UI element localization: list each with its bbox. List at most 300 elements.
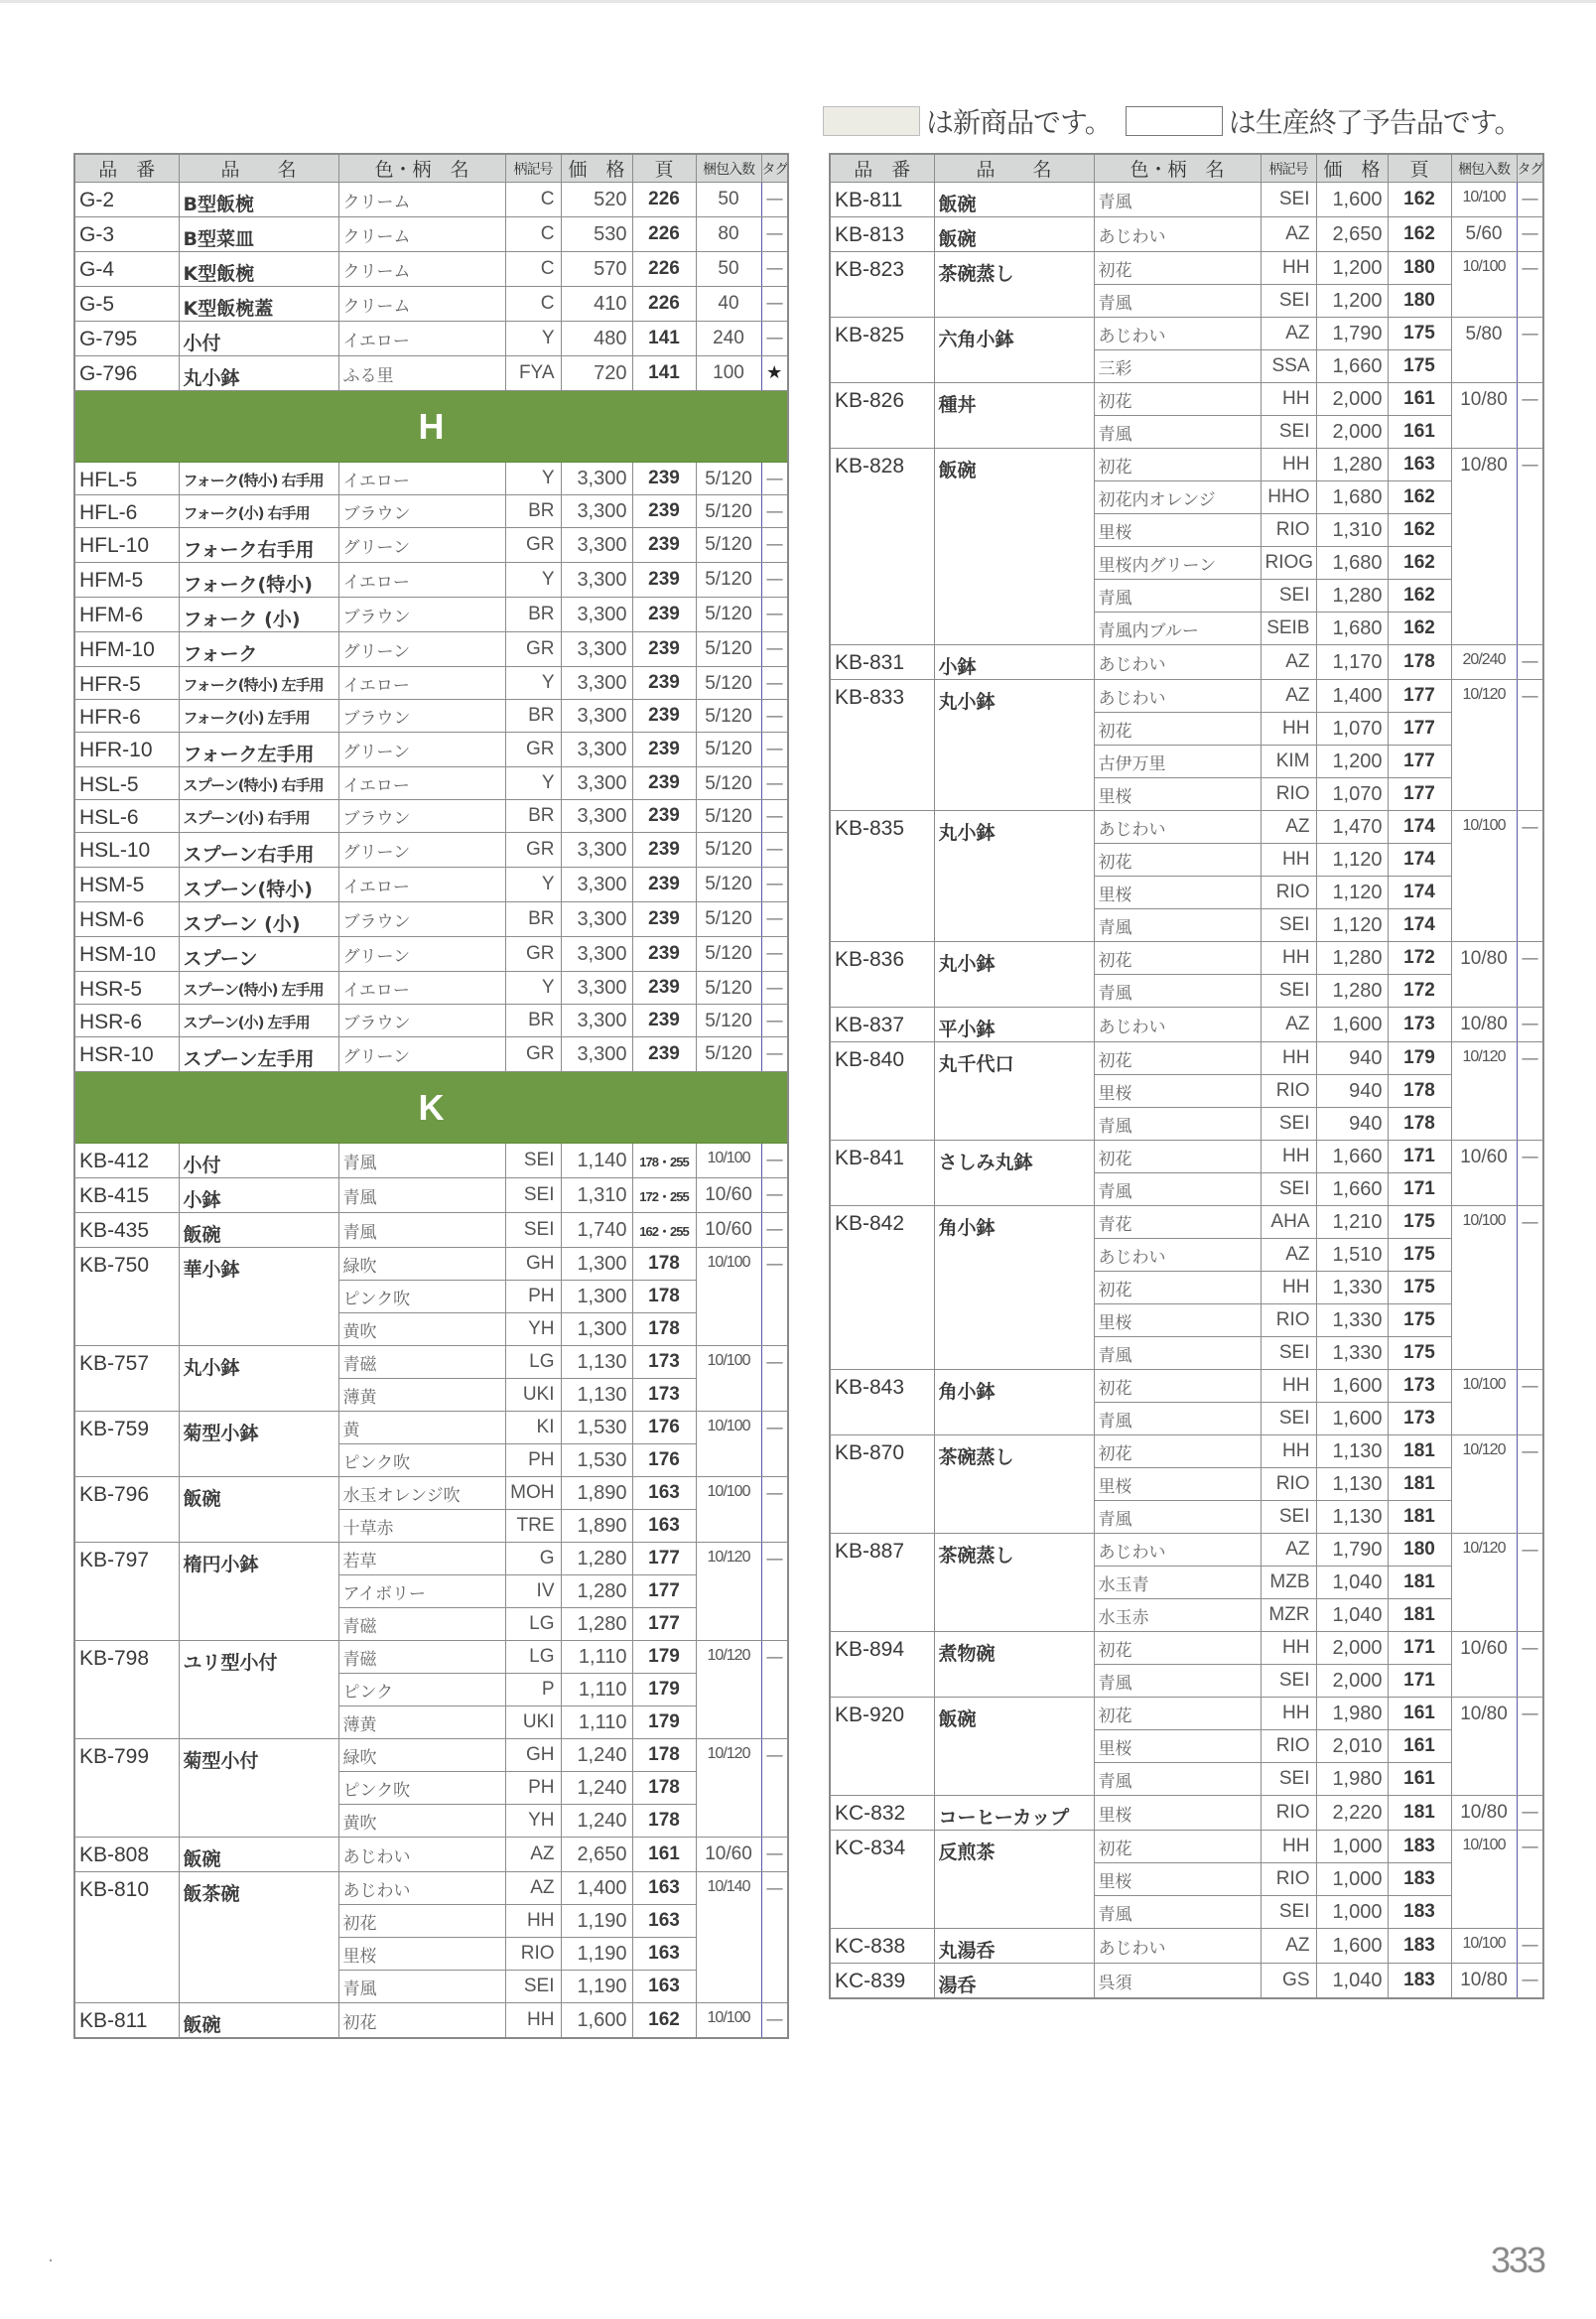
tag-value: —	[761, 1346, 788, 1412]
product-code: KB-435	[74, 1213, 179, 1248]
tag-value: —	[1517, 1632, 1543, 1698]
product-table-right	[829, 153, 1544, 1999]
catalog-page: 179	[632, 1674, 696, 1706]
table-row	[74, 598, 788, 632]
color-pattern-name: イエロー	[338, 667, 505, 700]
catalog-page: 163	[632, 1872, 696, 1905]
table-row	[74, 833, 788, 868]
catalog-page: 180	[1388, 285, 1451, 318]
table-row	[830, 1435, 1543, 1468]
tag-value: —	[1517, 449, 1543, 645]
catalog-page: 162	[1388, 580, 1451, 613]
table-row	[74, 1838, 788, 1872]
table-row	[830, 680, 1543, 713]
tag-value: —	[761, 937, 788, 972]
catalog-page: 180	[1388, 1534, 1451, 1567]
pack-quantity: 10/120	[696, 1739, 761, 1838]
product-name: 丸小鉢	[934, 811, 1094, 942]
color-pattern-name: 里桜	[1094, 1304, 1261, 1337]
pattern-symbol: Y	[505, 972, 561, 1005]
pattern-symbol: YH	[505, 1313, 561, 1346]
product-code: KB-837	[830, 1008, 934, 1042]
pack-quantity: 10/100	[696, 1412, 761, 1477]
color-pattern-name: グリーン	[338, 1037, 505, 1072]
tag-value: —	[761, 2003, 788, 2039]
color-pattern-name: 里桜	[338, 1938, 505, 1971]
price: 1,040	[1316, 1567, 1388, 1599]
price: 3,300	[561, 902, 632, 937]
pack-quantity: 20/240	[1451, 645, 1517, 680]
table-row	[74, 217, 788, 252]
pattern-symbol: RIO	[1261, 1796, 1316, 1831]
color-pattern-name: ブラウン	[338, 1005, 505, 1037]
color-pattern-name: 青風	[1094, 580, 1261, 613]
catalog-page: 181	[1388, 1501, 1451, 1534]
price: 1,110	[561, 1641, 632, 1674]
catalog-page: 162	[1388, 217, 1451, 252]
product-name: フォーク	[179, 632, 338, 667]
catalog-page: 239	[632, 767, 696, 800]
price: 1,120	[1316, 909, 1388, 942]
pack-quantity: 50	[696, 252, 761, 287]
catalog-page: 178	[1388, 1108, 1451, 1141]
tag-value: —	[761, 1543, 788, 1641]
catalog-page: 181	[1388, 1796, 1451, 1831]
catalog-page: 183	[1388, 1863, 1451, 1896]
product-name: 飯碗	[179, 2003, 338, 2039]
pack-quantity: 100	[696, 356, 761, 391]
price: 1,280	[1316, 975, 1388, 1008]
price: 3,300	[561, 937, 632, 972]
color-pattern-name: 青風	[1094, 285, 1261, 318]
product-code: KB-823	[830, 252, 934, 318]
price: 3,300	[561, 463, 632, 495]
legend	[823, 103, 1522, 139]
color-pattern-name: 青風	[1094, 416, 1261, 449]
price: 1,530	[561, 1444, 632, 1477]
color-pattern-name: あじわい	[1094, 1008, 1261, 1042]
product-code: HSR-6	[74, 1005, 179, 1037]
price: 2,010	[1316, 1730, 1388, 1763]
color-pattern-name: 若草	[338, 1543, 505, 1575]
product-code: KC-832	[830, 1796, 934, 1831]
pattern-symbol: HH	[1261, 1141, 1316, 1173]
table-row	[74, 972, 788, 1005]
color-pattern-name: グリーン	[338, 937, 505, 972]
pack-quantity: 5/120	[696, 528, 761, 563]
color-pattern-name: 薄黄	[338, 1379, 505, 1412]
tag-value: —	[1517, 1042, 1543, 1141]
tag-value: —	[761, 217, 788, 252]
product-code: G-2	[74, 183, 179, 217]
price: 1,240	[561, 1772, 632, 1805]
table-row	[74, 2003, 788, 2039]
price: 520	[561, 183, 632, 217]
product-name: 飯碗	[934, 217, 1094, 252]
pattern-symbol: SSA	[1261, 350, 1316, 383]
table-row	[74, 356, 788, 391]
price: 3,300	[561, 632, 632, 667]
pack-quantity: 5/120	[696, 632, 761, 667]
star-icon: ★	[761, 356, 788, 391]
product-name: B型飯椀	[179, 183, 338, 217]
table-row	[74, 287, 788, 322]
pattern-symbol: AZ	[1261, 1929, 1316, 1964]
product-code: KB-843	[830, 1370, 934, 1435]
catalog-page: 162	[1388, 547, 1451, 580]
color-pattern-name: 緑吹	[338, 1739, 505, 1772]
pack-quantity: 10/80	[1451, 383, 1517, 449]
color-pattern-name: 初花	[338, 1905, 505, 1938]
pattern-symbol: P	[505, 1674, 561, 1706]
table-row	[830, 1042, 1543, 1075]
pack-quantity: 10/60	[696, 1838, 761, 1872]
product-code: KB-415	[74, 1178, 179, 1213]
tag-value: —	[1517, 1370, 1543, 1435]
price: 720	[561, 356, 632, 391]
color-pattern-name: あじわい	[1094, 1534, 1261, 1567]
catalog-page: 141	[632, 356, 696, 391]
color-pattern-name: 里桜	[1094, 877, 1261, 909]
tag-value: —	[1517, 1929, 1543, 1964]
catalog-page: 177	[1388, 778, 1451, 811]
price: 410	[561, 287, 632, 322]
pack-quantity: 5/120	[696, 833, 761, 868]
color-pattern-name: 初花	[1094, 383, 1261, 416]
color-pattern-name: 初花	[1094, 1698, 1261, 1730]
price: 1,300	[561, 1248, 632, 1281]
color-pattern-name: 古伊万里	[1094, 746, 1261, 778]
color-pattern-name: ピンク吹	[338, 1772, 505, 1805]
table-row	[74, 1739, 788, 1772]
catalog-page: 177	[632, 1575, 696, 1608]
pattern-symbol: PH	[505, 1444, 561, 1477]
page-number: 333	[1491, 2240, 1545, 2280]
table-row	[74, 322, 788, 356]
section-letter: K	[74, 1072, 788, 1144]
page-top-edge	[0, 0, 1596, 3]
pattern-symbol: HH	[1261, 1698, 1316, 1730]
color-pattern-name: 黄吹	[338, 1313, 505, 1346]
color-pattern-name: あじわい	[1094, 1239, 1261, 1272]
pack-quantity: 5/80	[1451, 318, 1517, 383]
pattern-symbol: GH	[505, 1248, 561, 1281]
price: 1,070	[1316, 778, 1388, 811]
price: 3,300	[561, 1005, 632, 1037]
catalog-page: 163	[632, 1905, 696, 1938]
price: 3,300	[561, 800, 632, 833]
catalog-page: 239	[632, 1005, 696, 1037]
product-code: HFM-6	[74, 598, 179, 632]
price: 3,300	[561, 833, 632, 868]
price: 480	[561, 322, 632, 356]
product-code: HFL-10	[74, 528, 179, 563]
color-pattern-name: 青風	[338, 1144, 505, 1178]
product-name: 小鉢	[934, 645, 1094, 680]
print-mark	[50, 2259, 52, 2261]
tag-value: —	[1517, 1141, 1543, 1206]
price: 1,130	[1316, 1501, 1388, 1534]
price: 1,000	[1316, 1863, 1388, 1896]
pack-quantity: 10/120	[696, 1641, 761, 1739]
table-row	[830, 1632, 1543, 1665]
color-pattern-name: 青磁	[338, 1641, 505, 1674]
color-pattern-name: 呉須	[1094, 1964, 1261, 1999]
table-row	[830, 942, 1543, 975]
catalog-page: 178	[632, 1281, 696, 1313]
catalog-page: 161	[1388, 1763, 1451, 1796]
pattern-symbol: SEI	[1261, 1337, 1316, 1370]
color-pattern-name: 里桜	[1094, 1796, 1261, 1831]
table-row	[74, 1144, 788, 1178]
color-pattern-name: 青風	[1094, 1403, 1261, 1435]
tag-value: —	[1517, 183, 1543, 217]
table-row	[74, 902, 788, 937]
price: 1,120	[1316, 877, 1388, 909]
pattern-symbol: GH	[505, 1739, 561, 1772]
pattern-symbol: FYA	[505, 356, 561, 391]
color-pattern-name: 里桜	[1094, 778, 1261, 811]
product-name: 飯碗	[179, 1213, 338, 1248]
pattern-symbol: IV	[505, 1575, 561, 1608]
pattern-symbol: AZ	[1261, 318, 1316, 350]
product-code: HSR-10	[74, 1037, 179, 1072]
pattern-symbol: HH	[1261, 942, 1316, 975]
product-name: スプーン左手用	[179, 1037, 338, 1072]
color-pattern-name: 初花	[1094, 252, 1261, 285]
color-pattern-name: 初花内オレンジ	[1094, 481, 1261, 514]
pattern-symbol: SEI	[505, 1144, 561, 1178]
catalog-page: 161	[1388, 1698, 1451, 1730]
product-name: スプーン(特小) 左手用	[179, 972, 338, 1005]
table-row	[830, 1370, 1543, 1403]
pattern-symbol: SEI	[1261, 416, 1316, 449]
color-pattern-name: あじわい	[338, 1838, 505, 1872]
pack-quantity: 40	[696, 287, 761, 322]
pack-quantity: 10/120	[1451, 1042, 1517, 1141]
tag-value: —	[761, 287, 788, 322]
legend-end-text: は生産終了予告品です。	[1228, 106, 1522, 139]
pattern-symbol: RIO	[505, 1938, 561, 1971]
pattern-symbol: BR	[505, 598, 561, 632]
tag-value: —	[761, 833, 788, 868]
price: 1,070	[1316, 713, 1388, 746]
catalog-page: 173	[1388, 1403, 1451, 1435]
product-code: HSR-5	[74, 972, 179, 1005]
color-pattern-name: 水玉青	[1094, 1567, 1261, 1599]
table-row	[830, 1796, 1543, 1831]
color-pattern-name: アイボリー	[338, 1575, 505, 1608]
product-code: HFL-6	[74, 495, 179, 528]
product-name: フォーク左手用	[179, 733, 338, 767]
pack-quantity: 5/120	[696, 767, 761, 800]
product-code: KB-840	[830, 1042, 934, 1141]
color-pattern-name: ピンク	[338, 1674, 505, 1706]
price: 1,600	[1316, 183, 1388, 217]
pack-quantity: 10/100	[696, 1346, 761, 1412]
table-row	[74, 733, 788, 767]
product-name: コーヒーカップ	[934, 1796, 1094, 1831]
price: 3,300	[561, 767, 632, 800]
catalog-page: 161	[1388, 1730, 1451, 1763]
header-code: 品 番	[74, 154, 179, 183]
product-code: KB-811	[830, 183, 934, 217]
catalog-page: 180	[1388, 252, 1451, 285]
catalog-page: 239	[632, 563, 696, 598]
header-symbol: 柄記号	[505, 154, 561, 183]
product-code: HSM-5	[74, 868, 179, 902]
catalog-page: 178	[632, 1313, 696, 1346]
price: 1,190	[561, 1938, 632, 1971]
product-code: HSM-10	[74, 937, 179, 972]
product-code: KB-750	[74, 1248, 179, 1346]
pack-quantity: 5/120	[696, 563, 761, 598]
catalog-page: 171	[1388, 1141, 1451, 1173]
catalog-page: 178	[632, 1739, 696, 1772]
legend-new-text: は新商品です。	[926, 106, 1112, 139]
catalog-page: 183	[1388, 1896, 1451, 1929]
pattern-symbol: GS	[1261, 1964, 1316, 1999]
pattern-symbol: LG	[505, 1641, 561, 1674]
tag-value: —	[1517, 1964, 1543, 1999]
price: 1,280	[1316, 449, 1388, 481]
tag-value: —	[761, 598, 788, 632]
pack-quantity: 10/100	[1451, 1206, 1517, 1370]
pattern-symbol: AZ	[1261, 1534, 1316, 1567]
color-pattern-name: イエロー	[338, 322, 505, 356]
tag-value: —	[1517, 942, 1543, 1008]
price: 1,890	[561, 1477, 632, 1510]
price: 1,300	[561, 1313, 632, 1346]
price: 3,300	[561, 733, 632, 767]
catalog-page: 239	[632, 833, 696, 868]
pattern-symbol: C	[505, 252, 561, 287]
table-row	[74, 183, 788, 217]
price: 1,400	[561, 1872, 632, 1905]
price: 3,300	[561, 667, 632, 700]
price: 3,300	[561, 972, 632, 1005]
table-header-row	[74, 154, 788, 183]
catalog-page: 178	[1388, 645, 1451, 680]
pattern-symbol: SEI	[1261, 1501, 1316, 1534]
catalog-page: 177	[1388, 746, 1451, 778]
price: 1,400	[1316, 680, 1388, 713]
color-pattern-name: 水玉オレンジ吹	[338, 1477, 505, 1510]
tag-value: —	[761, 767, 788, 800]
pack-quantity: 10/100	[1451, 252, 1517, 318]
color-pattern-name: クリーム	[338, 217, 505, 252]
pack-quantity: 10/60	[696, 1178, 761, 1213]
catalog-page: 181	[1388, 1468, 1451, 1501]
catalog-page: 163	[1388, 449, 1451, 481]
catalog-page: 171	[1388, 1632, 1451, 1665]
pattern-symbol: HH	[1261, 1435, 1316, 1468]
pack-quantity: 10/140	[696, 1872, 761, 2003]
catalog-page: 239	[632, 902, 696, 937]
price: 1,740	[561, 1213, 632, 1248]
product-name: 平小鉢	[934, 1008, 1094, 1042]
product-name: フォーク(小) 左手用	[179, 700, 338, 733]
product-name: 丸千代口	[934, 1042, 1094, 1141]
price: 1,790	[1316, 1534, 1388, 1567]
tag-value: —	[1517, 1435, 1543, 1534]
tag-value: —	[761, 1144, 788, 1178]
tag-value: —	[761, 563, 788, 598]
price: 3,300	[561, 700, 632, 733]
product-name: 角小鉢	[934, 1370, 1094, 1435]
pattern-symbol: HHO	[1261, 481, 1316, 514]
product-name: 飯碗	[934, 449, 1094, 645]
tag-value: —	[761, 1477, 788, 1543]
catalog-page: 179	[1388, 1042, 1451, 1075]
catalog-page: 177	[1388, 713, 1451, 746]
price: 3,300	[561, 563, 632, 598]
pattern-symbol: GR	[505, 733, 561, 767]
product-name: 飯茶碗	[179, 1872, 338, 2003]
pattern-symbol: RIO	[1261, 514, 1316, 547]
color-pattern-name: イエロー	[338, 767, 505, 800]
price: 1,000	[1316, 1831, 1388, 1863]
price: 940	[1316, 1042, 1388, 1075]
color-pattern-name: クリーム	[338, 183, 505, 217]
price: 1,980	[1316, 1698, 1388, 1730]
pattern-symbol: Y	[505, 667, 561, 700]
color-pattern-name: あじわい	[1094, 1929, 1261, 1964]
color-pattern-name: 青風	[1094, 909, 1261, 942]
catalog-page: 239	[632, 632, 696, 667]
table-row	[74, 868, 788, 902]
color-pattern-name: 里桜	[1094, 1075, 1261, 1108]
catalog-page: 174	[1388, 877, 1451, 909]
pattern-symbol: SEI	[1261, 1763, 1316, 1796]
tag-value: —	[761, 495, 788, 528]
catalog-page: 172	[1388, 975, 1451, 1008]
pack-quantity: 5/120	[696, 800, 761, 833]
catalog-page: 183	[1388, 1929, 1451, 1964]
pattern-symbol: PH	[505, 1772, 561, 1805]
pattern-symbol: AZ	[1261, 1008, 1316, 1042]
pattern-symbol: MOH	[505, 1477, 561, 1510]
pattern-symbol: MZR	[1261, 1599, 1316, 1632]
color-pattern-name: クリーム	[338, 287, 505, 322]
price: 2,220	[1316, 1796, 1388, 1831]
tag-value: —	[761, 902, 788, 937]
catalog-page: 175	[1388, 1272, 1451, 1304]
color-pattern-name: ブラウン	[338, 902, 505, 937]
price: 1,280	[1316, 942, 1388, 975]
price: 1,310	[1316, 514, 1388, 547]
color-pattern-name: 初花	[1094, 942, 1261, 975]
color-pattern-name: 青風	[1094, 1108, 1261, 1141]
color-pattern-name: イエロー	[338, 868, 505, 902]
catalog-page: 162	[1388, 481, 1451, 514]
pack-quantity: 10/80	[1451, 1796, 1517, 1831]
price: 1,240	[561, 1805, 632, 1838]
pattern-symbol: HH	[1261, 1632, 1316, 1665]
pattern-symbol: SEI	[1261, 1403, 1316, 1435]
catalog-page: 239	[632, 667, 696, 700]
catalog-page: 171	[1388, 1665, 1451, 1698]
pattern-symbol: RIO	[1261, 877, 1316, 909]
header-color: 色・柄 名	[338, 154, 505, 183]
catalog-page: 178	[632, 1805, 696, 1838]
color-pattern-name: ブラウン	[338, 800, 505, 833]
catalog-page: 175	[1388, 350, 1451, 383]
price: 1,280	[561, 1575, 632, 1608]
color-pattern-name: 里桜内グリーン	[1094, 547, 1261, 580]
pack-quantity: 10/100	[696, 1477, 761, 1543]
color-pattern-name: 里桜	[1094, 514, 1261, 547]
